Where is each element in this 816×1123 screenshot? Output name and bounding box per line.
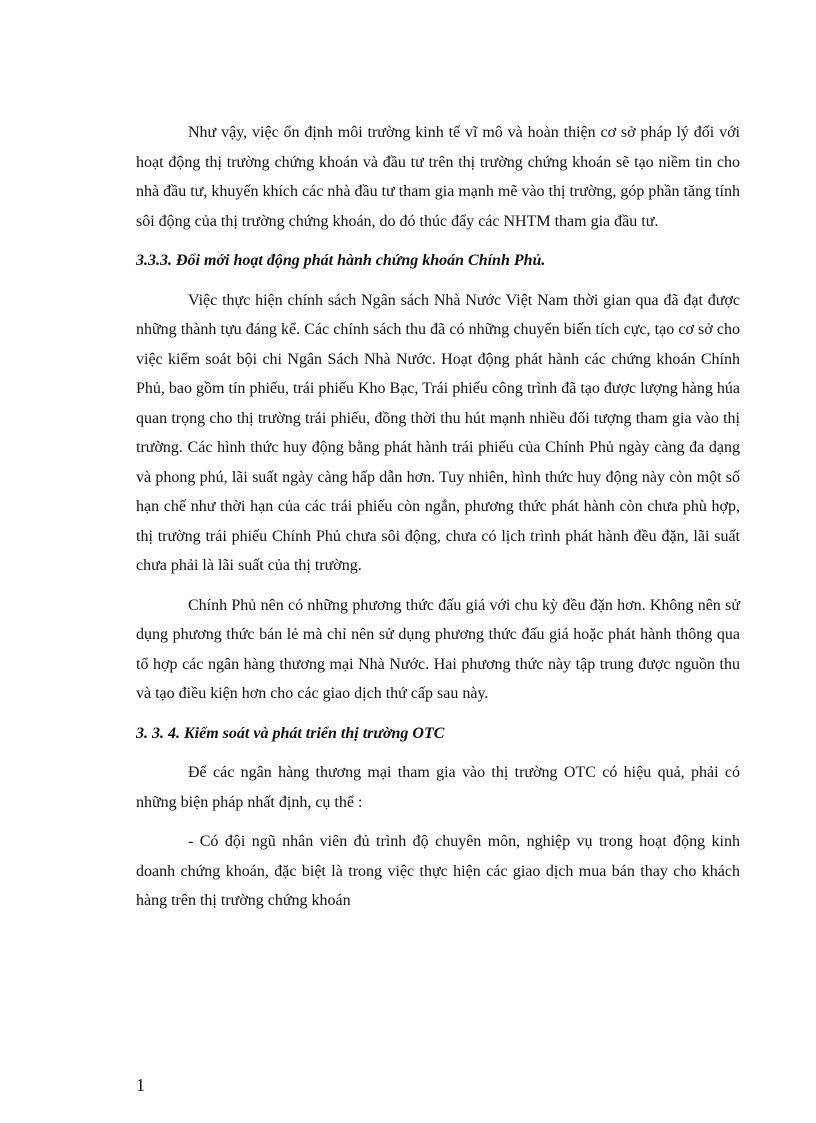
- paragraph-gap: [136, 236, 740, 246]
- paragraph-gap: [136, 709, 740, 719]
- document-body: [136, 118, 740, 916]
- paragraph-gap: [136, 581, 740, 591]
- paragraph-gap: [136, 748, 740, 758]
- section-heading-3-3-3: 3.3.3. Đổi mới hoạt động phát hành chứng khoán Chính Phủ.: [136, 252, 546, 269]
- paragraph-gap: [136, 276, 740, 286]
- section-heading-3-3-4: 3. 3. 4. Kiểm soát và phát triển thị trường OTC: [136, 724, 445, 742]
- list-item-staff-qualification: - Có đội ngũ nhân viên đủ trình độ chuyên môn, nghiệp vụ trong hoạt động kinh doanh chứng khoán, đặc biệt là trong việc thực hiện các giao dịch mua bán thay cho khách hàng trên thị trường chứng khoán: [136, 833, 740, 909]
- paragraph-gap: [136, 817, 740, 827]
- paragraph-auction-methods: Chính Phủ nên có những phương thức đấu giá với chu kỳ đều đặn hơn. Không nên sử dụng phương thức bán lẻ mà chỉ nên sử dụng phương thức đấu giá hoặc phát hành thông qua tổ hợp các ngân hàng thương mại Nhà Nước. Hai phương thức này tập trung được nguồn thu và tạo điều kiện hơn cho các giao dịch thứ cấp sau này.: [136, 596, 740, 702]
- paragraph-otc-measures: Để các ngân hàng thương mại tham gia vào thị trường OTC có hiệu quả, phải có những biện pháp nhất định, cụ thể :: [136, 764, 740, 811]
- paragraph-government-budget: Việc thực hiện chính sách Ngân sách Nhà Nước Việt Nam thời gian qua đã đạt được những thành tựu đáng kể. Các chính sách thu đã có những chuyển biến tích cực, tạo cơ sở cho việc kiểm soát bội chi Ngân Sách Nhà Nước. Hoạt động phát hành các chứng khoán Chính Phủ, bao gồm tín phiếu, trái phiếu Kho Bạc, Trái phiếu công trình đã tạo được lượng hàng húa quan trọng cho thị trường trái phiếu, đồng thời thu hút mạnh nhiều đối tượng tham gia vào thị trường. Các hình thức huy động bằng phát hành trái phiếu của Chính Phủ ngày càng đa dạng và phong phú, lãi suất ngày càng hấp dẫn hơn. Tuy nhiên, hình thức huy động này còn một số hạn chế như thời hạn của các trái phiếu còn ngắn, phương thức phát hành còn chưa phù hợp, thị trường trái phiếu Chính Phủ chưa sôi động, chưa có lịch trình phát hành đều đặn, lãi suất chưa phải là lãi suất của thị trường.: [136, 291, 740, 574]
- page-number: 1: [136, 1075, 145, 1095]
- paragraph-stability: Như vậy, việc ổn định môi trường kinh tế vĩ mô và hoàn thiện cơ sở pháp lý đối với hoạt động thị trường chứng khoán và đầu tư trên thị trường chứng khoán sẽ tạo niềm tin cho nhà đầu tư, khuyến khích các nhà đầu tư tham gia mạnh mẽ vào thị trường, góp phần tăng tính sôi động của thị trường chứng khoán, do đó thúc đẩy các NHTM tham gia đầu tư.: [136, 124, 740, 230]
